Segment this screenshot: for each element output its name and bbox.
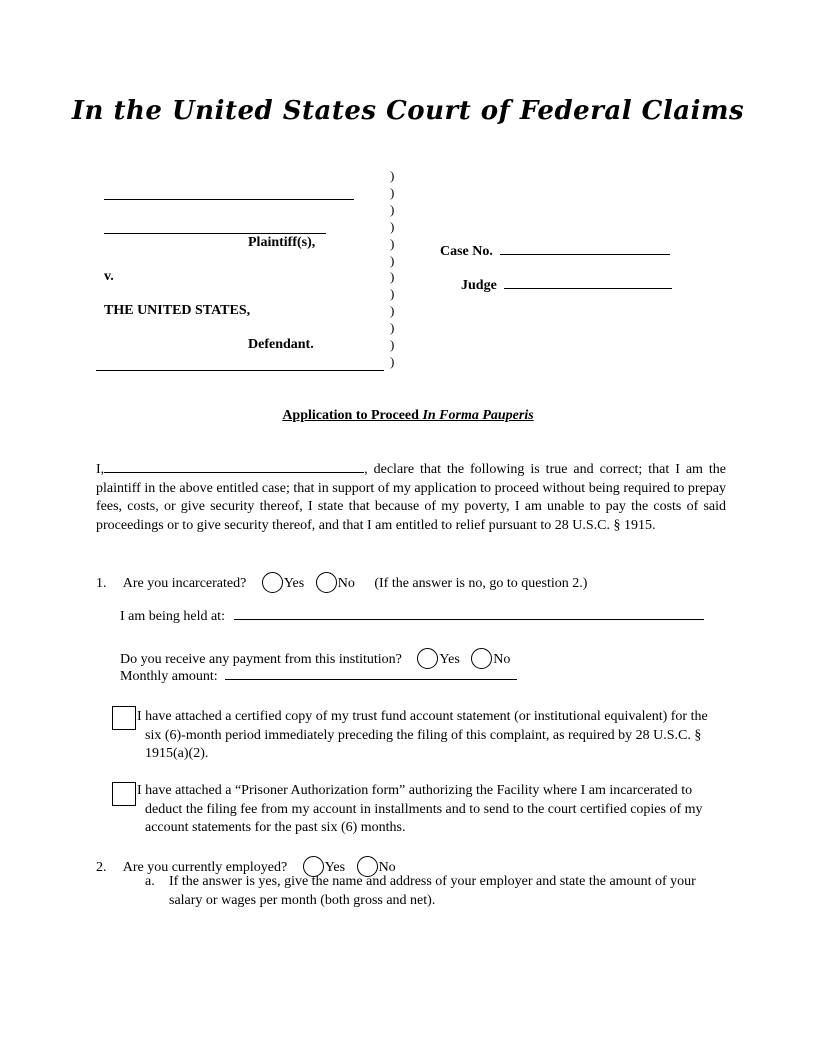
q2-sub-a [145, 873, 730, 910]
defendant-name: THE UNITED STATES, [104, 303, 251, 318]
q2-no-label: No [378, 860, 396, 875]
paren-10: ) [390, 320, 395, 336]
q2-sub-a-text: If the answer is yes, give the name and address of your employer and state the amount of your salary or wages per month (both gross and net). [169, 874, 696, 908]
declarant-name-field[interactable] [104, 472, 364, 473]
monthly-amount-row [120, 668, 517, 687]
plaintiff-name-line-2[interactable] [104, 233, 326, 234]
plaintiff-label: Plaintiff(s), [248, 235, 316, 250]
q1-question: Are you incarcerated? [122, 576, 247, 591]
held-at-field[interactable] [234, 619, 704, 620]
held-at-row [120, 608, 704, 627]
caption-parentheses [390, 168, 400, 371]
q1-note: (If the answer is no, go to question 2.) [374, 576, 588, 591]
case-no-label: Case No. [440, 244, 493, 259]
monthly-amount-label: Monthly amount: [120, 669, 218, 684]
paren-6: ) [390, 252, 395, 268]
payment-no-label: No [493, 652, 511, 667]
trust-fund-text: I have attached a certified copy of my trust fund account statement (or institutional equivalent) for the six (6)-month period immediately preceding the filing of this complaint, as required by 28 U.S.C. § 1915(a)(2). [137, 709, 708, 762]
prisoner-authorization-checkbox[interactable] [112, 782, 136, 806]
paren-8: ) [390, 286, 395, 302]
application-heading [0, 408, 816, 424]
monthly-amount-field[interactable] [225, 679, 517, 680]
payment-question: Do you receive any payment from this institution? [120, 652, 402, 667]
q1-yes-radio[interactable] [262, 572, 283, 593]
q1-no-label: No [337, 576, 355, 591]
q2-yes-label: Yes [324, 860, 346, 875]
court-title: In the United States Court of Federal Claims [71, 96, 745, 126]
payment-row [120, 648, 720, 670]
case-no-field[interactable] [500, 254, 670, 255]
caption-bottom-line [96, 370, 384, 371]
paren-1: ) [390, 168, 395, 183]
paren-12: ) [390, 353, 395, 369]
intro-rest: , declare that the following is true and correct; that I am the plaintiff in the above entitled case; that in support of my application to proceed without being required to prepay fees, costs, or give security thereof, I state that because of my poverty, I am unable to pay the costs of said proceedings or to give security thereof, and that I am entitled to relief pursuant to 28 U.S.C. § 1915. [96, 462, 726, 533]
paren-7: ) [390, 269, 395, 285]
judge-label: Judge [461, 278, 497, 293]
plaintiff-name-line-1[interactable] [104, 199, 354, 200]
q2-sub-a-letter: a. [145, 874, 155, 889]
judge-row [461, 278, 672, 294]
q1-yes-label: Yes [283, 576, 305, 591]
paren-9: ) [390, 303, 395, 319]
versus-label: v. [104, 269, 114, 284]
paren-4: ) [390, 218, 395, 234]
payment-yes-radio[interactable] [417, 648, 438, 669]
judge-field[interactable] [504, 288, 672, 289]
q2-question: Are you currently employed? [122, 860, 288, 875]
payment-no-radio[interactable] [471, 648, 492, 669]
q1-no-radio[interactable] [316, 572, 337, 593]
paren-2: ) [390, 184, 395, 200]
intro-start: I, [96, 462, 105, 477]
heading-italic: In Forma Pauperis [422, 408, 534, 423]
q2-number: 2. [96, 860, 107, 875]
defendant-label: Defendant. [248, 337, 314, 352]
trust-fund-checkbox[interactable] [112, 706, 136, 730]
case-no-row [440, 244, 670, 260]
prisoner-authorization-text: I have attached a “Prisoner Authorization form” authorizing the Facility where I am incarcerated to deduct the filing fee from my account in installments and to send to the court certified copies of my account statements for the past six (6) months. [137, 783, 703, 836]
q1-row [96, 572, 736, 594]
intro-paragraph [96, 461, 726, 535]
heading-prefix: Application to Proceed [282, 408, 423, 423]
paren-5: ) [390, 235, 395, 251]
held-at-label: I am being held at: [120, 609, 225, 624]
paren-3: ) [390, 201, 395, 217]
payment-yes-label: Yes [439, 652, 460, 667]
q1-number: 1. [96, 576, 107, 591]
paren-11: ) [390, 337, 395, 353]
